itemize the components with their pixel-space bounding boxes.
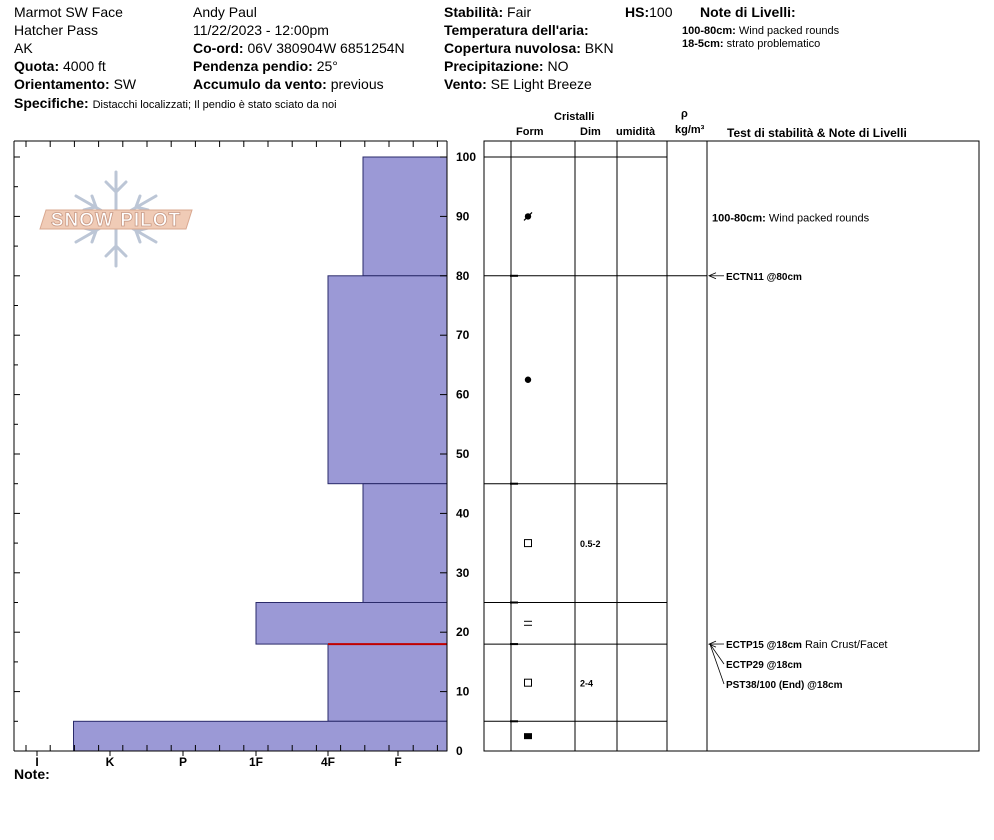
hs-value: 100 xyxy=(649,4,673,20)
hardness-bar-2 xyxy=(328,276,447,484)
hardness-bar-3 xyxy=(363,484,447,603)
layer-note-2-text: strato problematico xyxy=(726,38,821,50)
hs-label: HS: xyxy=(625,4,650,20)
air-temperature-label: Temperatura dell'aria: xyxy=(444,22,589,38)
specifics-label: Specifiche: xyxy=(14,95,89,111)
hardness-bar-6 xyxy=(74,721,448,751)
test-note-4 xyxy=(726,660,802,671)
test-note-text-3: Rain Crust/Facet xyxy=(801,639,888,651)
snowpilot-logo xyxy=(40,172,192,266)
height-tick-label-40: 40 xyxy=(456,506,470,521)
area-name: Hatcher Pass xyxy=(14,22,99,38)
hardness-tick-label-4f: 4F xyxy=(320,755,336,769)
layer-note-1-range: 100-80cm: xyxy=(682,25,736,37)
note-label: Note: xyxy=(14,766,50,782)
elevation-label: Quota: xyxy=(14,58,60,74)
height-tick-label-20: 20 xyxy=(456,625,470,640)
sky-value: BKN xyxy=(584,40,614,56)
specifics-value: Distacchi localizzati; Il pendio è stato sciato da noi xyxy=(92,99,337,111)
test-result-3: ECTP15 @18cm xyxy=(726,640,802,651)
observation-datetime: 11/22/2023 - 12:00pm xyxy=(193,22,329,38)
height-tick-label-30: 30 xyxy=(456,565,470,580)
test-result-5: PST38/100 (End) @18cm xyxy=(726,680,843,691)
wind-loading-label: Accumulo da vento: xyxy=(193,76,327,92)
form-header: Form xyxy=(516,126,544,138)
grain-size-3: 0.5-2 xyxy=(580,539,601,550)
hardness-bar-5 xyxy=(328,644,447,721)
hardness-tick-label-f: F xyxy=(394,755,402,769)
elevation-value: 4000 ft xyxy=(63,58,106,74)
coord-value: 06V 380904W 6851254N xyxy=(247,40,405,56)
test-note-5 xyxy=(726,680,843,691)
sky-label: Copertura nuvolosa: xyxy=(444,40,581,56)
height-tick-label-60: 60 xyxy=(456,387,470,402)
slope-value: 25° xyxy=(316,58,338,74)
wind-label: Vento: xyxy=(444,76,487,92)
height-tick-label-10: 10 xyxy=(456,684,470,699)
moisture-header: umidità xyxy=(616,126,656,138)
height-tick-label-90: 90 xyxy=(456,209,470,224)
hardness-tick-label-i: I xyxy=(35,755,39,769)
wind-value: SE Light Breeze xyxy=(490,76,592,92)
slope-label: Pendenza pendio: xyxy=(193,58,313,74)
stability-label: Stabilità: xyxy=(444,4,504,20)
layer-notes-label: Note di Livelli: xyxy=(700,4,796,20)
grain-round-icon xyxy=(525,377,531,383)
coord-label: Co-ord: xyxy=(193,40,244,56)
hardness-tick-label-k: K xyxy=(105,755,115,769)
height-tick-label-80: 80 xyxy=(456,268,470,283)
grain-melt-freeze-icon xyxy=(524,733,532,739)
test-note-1-text: Wind packed rounds xyxy=(765,212,870,225)
state-name: AK xyxy=(14,40,33,56)
precip-value: NO xyxy=(547,58,569,74)
hardness-bar-1 xyxy=(363,157,447,276)
rho-header: ρ xyxy=(681,108,688,120)
height-tick-label-0: 0 xyxy=(456,744,463,758)
density-unit-header: kg/m³ xyxy=(675,124,705,136)
hardness-bar-4 xyxy=(256,603,447,645)
grain-size-5: 2-4 xyxy=(580,678,594,689)
test-note-1 xyxy=(712,212,870,224)
height-tick-label-70: 70 xyxy=(456,328,470,343)
observer-name: Andy Paul xyxy=(193,4,257,20)
logo-text: SNOW PILOT xyxy=(50,210,182,231)
test-result-2: ECTN11 @80cm xyxy=(726,271,802,283)
size-header: Dim xyxy=(580,126,601,138)
test-note-1-range: 100-80cm: xyxy=(712,212,766,225)
leader-line-4 xyxy=(710,644,724,664)
hardness-tick-label-1f: 1F xyxy=(248,755,264,769)
wind-loading-value: previous xyxy=(330,76,384,92)
aspect-value: SW xyxy=(113,76,137,92)
layer-note-2-range: 18-5cm: xyxy=(682,38,724,50)
stability-value: Fair xyxy=(507,4,532,20)
tests-header: Test di stabilità & Note di Livelli xyxy=(727,126,907,140)
aspect-label: Orientamento: xyxy=(14,76,110,92)
layer-note-1-text: Wind packed rounds xyxy=(738,25,840,37)
crystals-header: Cristalli xyxy=(554,111,595,123)
precip-label: Precipitazione: xyxy=(444,58,544,74)
test-result-4: ECTP29 @18cm xyxy=(726,660,802,671)
test-note-3 xyxy=(726,639,888,651)
grain-facet-icon xyxy=(525,540,532,547)
height-tick-label-50: 50 xyxy=(456,447,470,461)
height-tick-label-100: 100 xyxy=(456,150,477,164)
grain-facet-icon xyxy=(525,679,532,686)
location-name: Marmot SW Face xyxy=(14,4,123,20)
test-note-2 xyxy=(726,272,802,283)
leader-line-5 xyxy=(710,644,724,684)
hardness-tick-label-p: P xyxy=(178,755,188,769)
